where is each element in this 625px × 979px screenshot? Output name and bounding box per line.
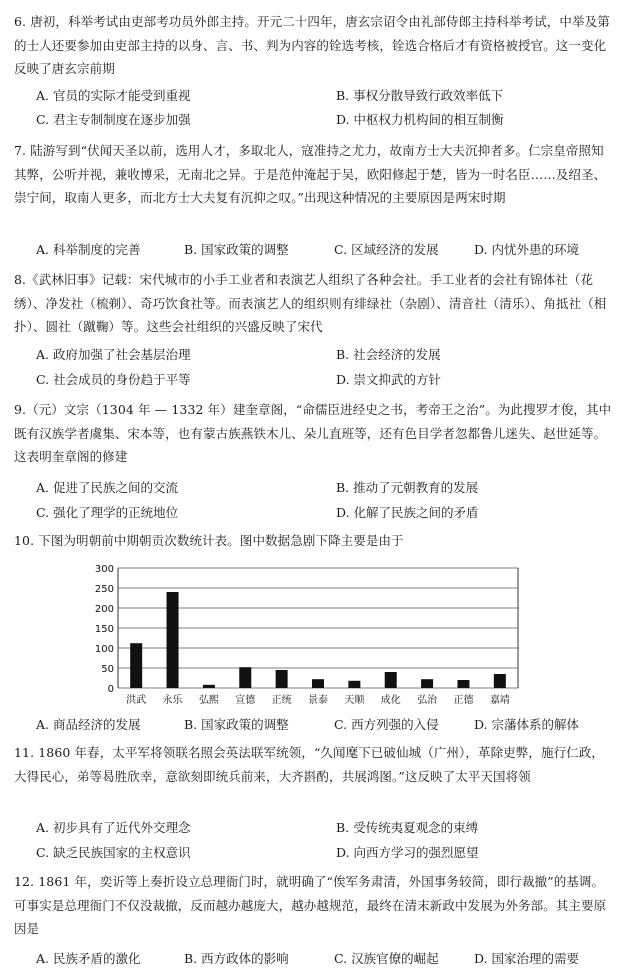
q6-option-a[interactable]: A. 官员的实际才能受到重视: [36, 88, 191, 103]
bar-永乐: [167, 592, 179, 688]
bar-正德: [457, 680, 469, 688]
question-10-options: [36, 715, 621, 738]
question-8-stem: 8.《武林旧事》记载：宋代城市的小手工业者和表演艺人组织了各种会社。手工业者的会社有锦体社（花绣）、净发社（梳剃）、奇巧饮食社等。而表演艺人的组织则有绯绿社（杂剧）、清音社（清乐）、角抵社（相扑）、圆社（蹴鞠）等。这些会社组织的兴盛反映了宋代: [14, 272, 607, 334]
y-tick-label-300: 300: [94, 564, 114, 575]
bar-弘熙: [203, 685, 215, 688]
y-tick-label-50: 50: [101, 664, 114, 675]
q11-option-a[interactable]: A. 初步具有了近代外交理念: [36, 820, 191, 835]
q12-option-c[interactable]: C. 汉族官僚的崛起: [334, 951, 439, 966]
y-tick-label-200: 200: [94, 604, 114, 615]
question-8-options-row2: [36, 370, 621, 393]
q7-option-b[interactable]: B. 国家政策的调整: [184, 242, 289, 257]
q10-option-b[interactable]: B. 国家政策的调整: [184, 717, 289, 732]
bar-弘治: [421, 679, 433, 688]
question-9-options: [36, 478, 621, 501]
x-tick-label-正德: 正德: [453, 695, 474, 706]
q7-option-a[interactable]: A. 科举制度的完善: [36, 242, 141, 257]
q12-option-a[interactable]: A. 民族矛盾的激化: [36, 951, 141, 966]
x-tick-label-永乐: 永乐: [162, 695, 183, 706]
question-12-options: [36, 949, 621, 972]
x-tick-label-弘熙: 弘熙: [198, 695, 219, 706]
question-8-options: [36, 345, 621, 368]
y-tick-label-150: 150: [94, 624, 114, 635]
question-7-options: [36, 240, 621, 263]
q10-option-d[interactable]: D. 宗藩体系的解体: [474, 717, 580, 732]
q12-option-d[interactable]: D. 国家治理的需要: [474, 951, 580, 966]
bar-chart-svg: [80, 560, 530, 710]
q9-option-a[interactable]: A. 促进了民族之间的交流: [36, 480, 178, 495]
bar-正统: [276, 670, 288, 688]
q11-option-c[interactable]: C. 缺乏民族国家的主权意识: [36, 845, 191, 860]
q8-option-a[interactable]: A. 政府加强了社会基层治理: [36, 347, 191, 362]
x-tick-label-景泰: 景泰: [308, 695, 328, 706]
question-11-options-row2: [36, 843, 621, 866]
q6-option-c[interactable]: C. 君主专制制度在逐步加强: [36, 112, 191, 127]
question-6-stem: 6. 唐初，科举考试由吏部考功员外郎主持。开元二十四年，唐玄宗诏令由礼部侍郎主持科举考试，中举及第的士人还要参加由吏部主持的以身、言、书、判为内容的铨选考核，铨选合格后才有资格被授官。这一变化反映了唐玄宗前期: [14, 14, 610, 76]
question-7-stem: 7. 陆游写到“伏闻天圣以前，选用人才，多取北人，寇准持之尤力，故南方士大夫沉抑者多。仁宗皇帝照知其弊，公听并视，兼收博采，无南北之异。于是范仲淹起于吴，欧阳修起于楚，皆为一时名臣……及绍圣、崇宁间，取南人更多，而北方士大夫复有沉抑之叹。”出现这种情况的主要原因是两宋时期: [14, 143, 607, 205]
q7-option-c[interactable]: C. 区域经济的发展: [334, 242, 439, 257]
question-12-stem: 12. 1861 年，奕䜣等上奏折设立总理衙门时，就明确了“俟军务肃清，外国事务较简，即行裁撤”的基调。可事实是总理衙门不仅没裁撤，反而越办越庞大，越办越规范，最终在清末新政中发展为外务部。其主要原因是: [14, 874, 607, 936]
x-tick-label-成化: 成化: [380, 695, 401, 706]
q12-option-b[interactable]: B. 西方政体的影响: [184, 951, 289, 966]
bar-景泰: [312, 679, 324, 688]
q6-option-b[interactable]: B. 事权分散导致行政效率低下: [336, 88, 504, 103]
y-tick-label-0: 0: [107, 684, 114, 695]
bar-成化: [385, 672, 397, 688]
question-9-options-row2: [36, 503, 621, 526]
bar-天顺: [348, 681, 360, 688]
x-tick-label-弘治: 弘治: [417, 695, 438, 706]
bar-宣德: [239, 667, 251, 688]
x-tick-label-正统: 正统: [271, 695, 292, 706]
q8-option-b[interactable]: B. 社会经济的发展: [336, 347, 441, 362]
y-tick-label-250: 250: [94, 584, 114, 595]
y-tick-label-100: 100: [94, 644, 114, 655]
tribute-count-chart: [80, 560, 530, 710]
x-tick-label-洪武: 洪武: [126, 695, 147, 706]
bar-嘉靖: [494, 674, 506, 688]
q6-option-d[interactable]: D. 中枢权力机构间的相互制衡: [336, 112, 504, 127]
q9-option-d[interactable]: D. 化解了民族之间的矛盾: [336, 505, 479, 520]
x-tick-label-天顺: 天顺: [344, 695, 365, 706]
q11-option-d[interactable]: D. 向西方学习的强烈愿望: [336, 845, 479, 860]
question-10-stem: 10. 下图为明朝前中期朝贡次数统计表。图中数据急剧下降主要是由于: [14, 533, 404, 548]
q10-option-c[interactable]: C. 西方列强的入侵: [334, 717, 439, 732]
q8-option-d[interactable]: D. 崇文抑武的方针: [336, 372, 442, 387]
x-tick-label-宣德: 宣德: [235, 695, 256, 706]
q10-option-a[interactable]: A. 商品经济的发展: [36, 717, 141, 732]
question-6-options-row2: [36, 110, 621, 133]
q9-option-b[interactable]: B. 推动了元朝教育的发展: [336, 480, 479, 495]
q9-option-c[interactable]: C. 强化了理学的正统地位: [36, 505, 179, 520]
q11-option-b[interactable]: B. 受传统夷夏观念的束缚: [336, 820, 479, 835]
question-11-options: [36, 818, 621, 841]
question-11-stem: 11. 1860 年春，太平军将领联名照会英法联军统领，“久闻麾下已破仙城（广州），革除吏弊，施行仁政，大得民心，弟等曷胜欣幸，意欲刻即统兵前来，大齐斟酌，共展鸿图。”这反映了太平天国将领: [14, 745, 604, 784]
question-6-options: [36, 86, 621, 109]
q7-option-d[interactable]: D. 内忧外患的环境: [474, 242, 580, 257]
bar-洪武: [130, 643, 142, 688]
x-tick-label-嘉靖: 嘉靖: [489, 695, 510, 706]
question-9-stem: 9.（元）文宗（1304 年 — 1332 年）建奎章阁，“命儒臣进经史之书，考帝王之治”。为此搜罗才俊，其中既有汉族学者虞集、宋本等，也有蒙古族燕铁木儿、朵儿直班等，还有色目学者忽都鲁儿迷失、赵世延等。这表明奎章阁的修建: [14, 402, 612, 464]
q8-option-c[interactable]: C. 社会成员的身份趋于平等: [36, 372, 191, 387]
